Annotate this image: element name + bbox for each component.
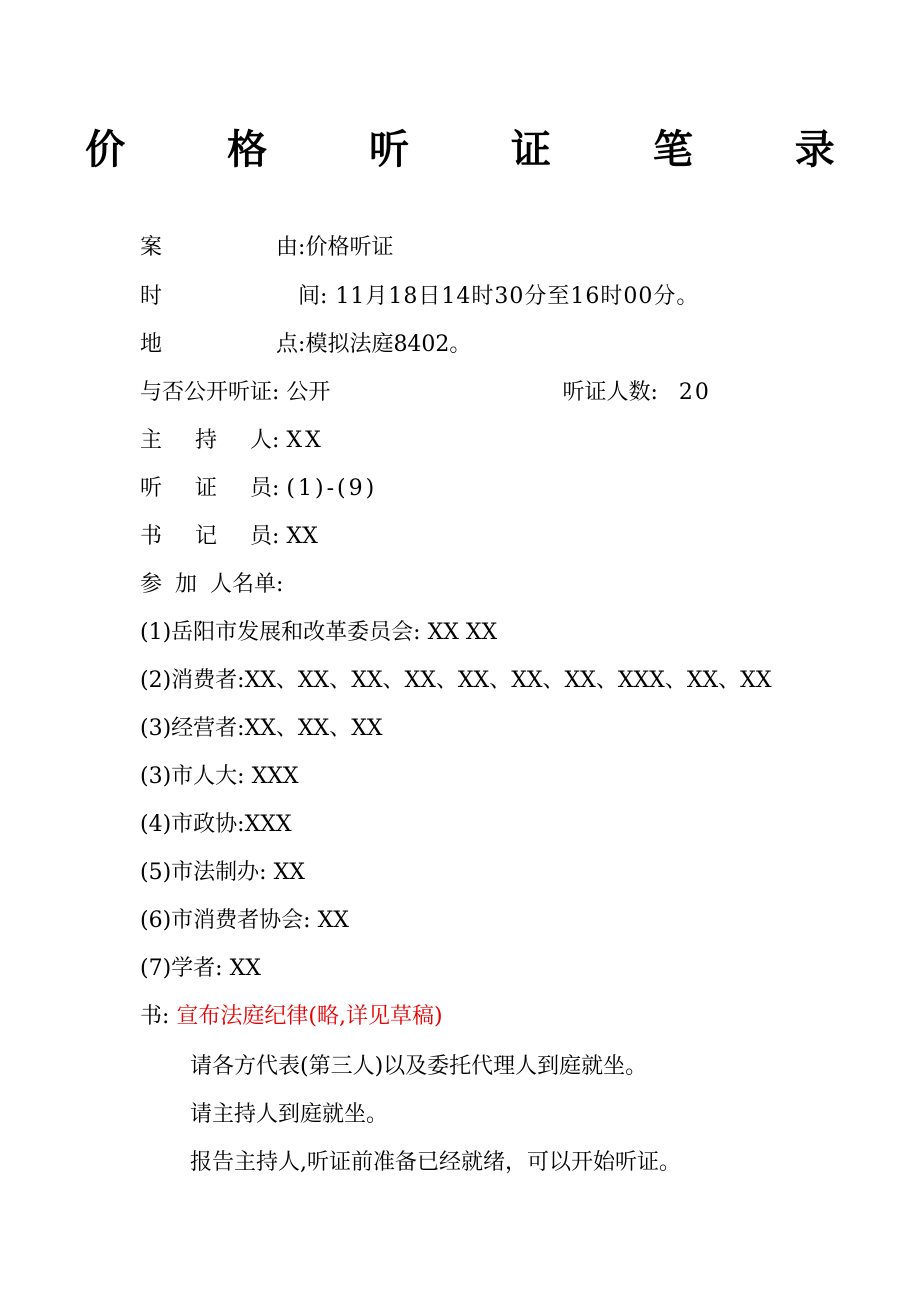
public-label: 与否公开听证: bbox=[140, 380, 280, 405]
attendee-item: (4)市政协:XXX bbox=[140, 812, 292, 837]
place-value: 模拟法庭8402。 bbox=[305, 332, 472, 357]
announcement-text: 宣布法庭纪律(略,详见草稿) bbox=[176, 1004, 443, 1029]
clerk-value: XX bbox=[286, 524, 318, 549]
attendee-item: (7)学者: XX bbox=[140, 956, 261, 981]
time-value: 11月18日14时30分至16时00分。 bbox=[335, 284, 700, 309]
attendees-heading: 参 加 人名单: bbox=[140, 572, 284, 597]
time-field bbox=[140, 282, 699, 312]
members-value: (1)-(9) bbox=[286, 476, 378, 501]
members-label: 听 证 员: bbox=[140, 476, 280, 501]
attendee-item: (2)消费者:XX、XX、XX、XX、XX、XX、XX、XXX、XX、XX bbox=[140, 668, 772, 693]
attendee-item: (1)岳阳市发展和改革委员会: XX XX bbox=[140, 620, 498, 645]
public-value: 公开 bbox=[286, 380, 331, 405]
host-field bbox=[140, 426, 324, 456]
proceeding-line: 报告主持人,听证前准备已经就绪，可以开始听证。 bbox=[190, 1150, 681, 1175]
document-title: 价 格 听 证 笔 录 bbox=[85, 126, 879, 173]
case-field bbox=[140, 233, 393, 263]
attendee-item: (5)市法制办: XX bbox=[140, 860, 305, 885]
proceeding-line: 请各方代表(第三人)以及委托代理人到庭就坐。 bbox=[190, 1054, 648, 1079]
attendee-item: (3)经营者:XX、XX、XX bbox=[140, 716, 383, 741]
case-label-b: 由: bbox=[276, 235, 306, 260]
clerk-statement bbox=[140, 1002, 443, 1032]
place-label-a: 地 bbox=[140, 332, 163, 357]
case-label-a: 案 bbox=[140, 235, 163, 260]
case-value: 价格听证 bbox=[305, 235, 394, 260]
time-label-b: 间: bbox=[298, 284, 328, 309]
count-value: 20 bbox=[678, 380, 711, 405]
place-field bbox=[140, 330, 471, 360]
attendee-item: (3)市人大: XXX bbox=[140, 764, 299, 789]
host-value: XX bbox=[286, 428, 324, 453]
members-field bbox=[140, 474, 377, 504]
place-label-b: 点: bbox=[276, 332, 306, 357]
proceeding-line: 请主持人到庭就坐。 bbox=[190, 1102, 389, 1127]
clerk-field bbox=[140, 522, 318, 552]
public-field bbox=[140, 378, 711, 408]
time-label-a: 时 bbox=[140, 284, 163, 309]
host-label: 主 持 人: bbox=[140, 428, 280, 453]
clerk-label: 书 记 员: bbox=[140, 524, 280, 549]
count-label: 听证人数: bbox=[562, 380, 658, 405]
attendee-item: (6)市消费者协会: XX bbox=[140, 908, 349, 933]
speaker-label: 书: bbox=[140, 1004, 170, 1029]
